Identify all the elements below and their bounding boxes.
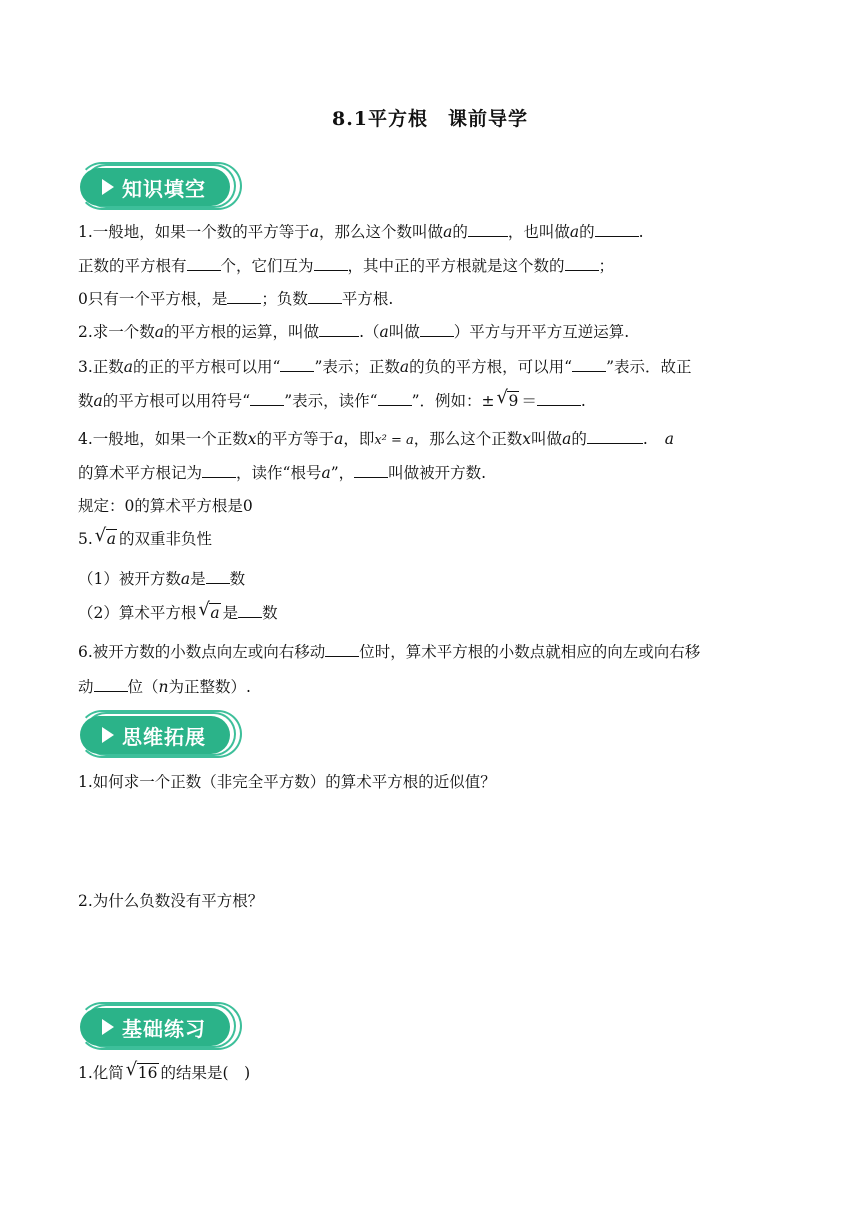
question: 1.如何求一个正数（非完全平方数）的算术平方根的近似值？ bbox=[78, 773, 496, 791]
sqrt-16: √ 16 bbox=[125, 1059, 158, 1082]
section-label: 思维拓展 bbox=[122, 724, 206, 749]
blank bbox=[537, 389, 581, 406]
equation: x² = a bbox=[374, 433, 414, 448]
section-badge-thinking bbox=[78, 710, 244, 762]
blank bbox=[206, 567, 230, 584]
page-title: 8.1平方根 课前导学 bbox=[331, 108, 529, 130]
text-line: 数a的平方根可以用符号“ ”表示，读作“ ”．例如：± √ 9 ＝ . bbox=[78, 387, 586, 410]
blank bbox=[420, 320, 454, 337]
blank bbox=[238, 601, 262, 618]
blank bbox=[314, 254, 348, 271]
section-badge-knowledge bbox=[78, 162, 244, 214]
blank bbox=[572, 355, 606, 372]
question: 2.为什么负数没有平方根？ bbox=[78, 892, 264, 910]
text-line: 0只有一个平方根，是 ；负数 平方根. bbox=[78, 287, 393, 310]
blank bbox=[378, 389, 412, 406]
section-label: 知识填空 bbox=[122, 176, 206, 201]
play-icon bbox=[102, 727, 114, 743]
text-line: （1）被开方数a是 数 bbox=[78, 567, 245, 590]
blank bbox=[325, 640, 359, 657]
text-line: 规定：0的算术平方根是0 bbox=[78, 497, 253, 515]
section-label: 基础练习 bbox=[122, 1016, 206, 1041]
question: 1.化简 √ 16 的结果是( ) bbox=[78, 1059, 251, 1082]
blank bbox=[595, 220, 639, 237]
text-line: 1.一般地，如果一个数的平方等于a，那么这个数叫做a的 ，也叫做a的 . bbox=[78, 220, 644, 243]
blank bbox=[468, 220, 508, 237]
text-line: 6.被开方数的小数点向左或向右移动 位时，算术平方根的小数点就相应的向左或向右移 bbox=[78, 640, 700, 663]
sqrt-a: √ a bbox=[198, 599, 220, 622]
blank bbox=[280, 355, 314, 372]
blank bbox=[319, 320, 359, 337]
section-badge-practice bbox=[78, 1002, 244, 1054]
blank bbox=[354, 461, 388, 478]
blank bbox=[187, 254, 221, 271]
blank bbox=[227, 287, 261, 304]
text-line: 4.一般地，如果一个正数x的平方等于a，即x² = a，那么这个正数x叫做a的 . a bbox=[78, 427, 674, 452]
text-line: 的算术平方根记为 ，读作“根号a”， 叫做被开方数. bbox=[78, 461, 486, 484]
text-line: 动 位（n为正整数）. bbox=[78, 675, 251, 698]
blank bbox=[587, 427, 643, 444]
blank bbox=[202, 461, 236, 478]
play-icon bbox=[102, 179, 114, 195]
text-line: 5. √ a 的双重非负性 bbox=[78, 525, 213, 548]
sqrt-9: √ 9 bbox=[496, 387, 519, 410]
text-line: 正数的平方根有 个，它们互为 ，其中正的平方根就是这个数的 ； bbox=[78, 254, 614, 277]
blank bbox=[308, 287, 342, 304]
text-line: （2）算术平方根 √ a 是 数 bbox=[78, 599, 278, 622]
blank bbox=[565, 254, 599, 271]
text-line: 2.求一个数a的平方根的运算，叫做 .（a叫做 ）平方与开平方互逆运算. bbox=[78, 320, 629, 343]
blank bbox=[250, 389, 284, 406]
play-icon bbox=[102, 1019, 114, 1035]
text-line: 3.正数a的正的平方根可以用“ ”表示；正数a的负的平方根，可以用“ ”表示．故正 bbox=[78, 355, 692, 378]
sqrt-a: √ a bbox=[94, 525, 117, 548]
blank bbox=[94, 675, 128, 692]
